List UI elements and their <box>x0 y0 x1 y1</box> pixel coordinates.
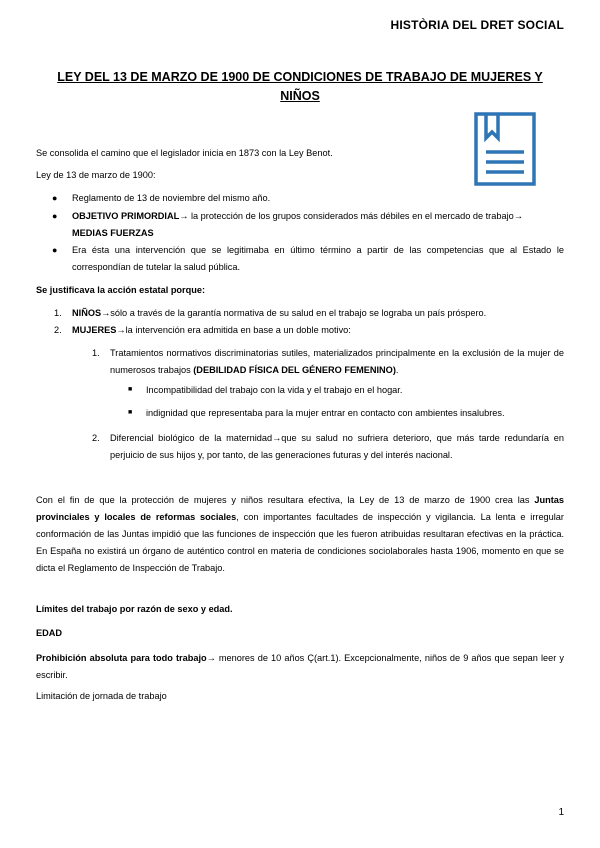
bullet-dot: ● <box>52 211 58 221</box>
list-number: 2. <box>54 325 62 335</box>
objetivo-text: la protección de los grupos considerados más débiles en el mercado de trabajo <box>188 211 514 221</box>
period: . <box>395 365 399 375</box>
intro-text: Se consolida el camino que el legislador inicia en 1873 con la Ley Benot. <box>36 148 333 158</box>
numbered-item-mujeres <box>72 322 564 339</box>
page-header: HISTÒRIA DEL DRET SOCIAL <box>390 18 564 32</box>
arrow-icon: → <box>513 211 523 221</box>
tratamientos-text: Tratamientos normativos discriminatorias sutiles, materializados principalmente en la exclusión de la mujer de numerosos trabajos <box>110 348 564 375</box>
mujeres-text: la intervención era admitida en base a un doble motivo: <box>125 325 351 335</box>
law-date: Ley de 13 de marzo de 1900: <box>36 170 156 180</box>
diferencial-text: Diferencial biológico de la maternidad <box>110 433 273 443</box>
objetivo-label: OBJETIVO PRIMORDIAL <box>72 211 180 221</box>
ninos-text: sólo a través de la garantía normativa de su salud en el trabajo se lograba un país próspero. <box>110 308 487 318</box>
page-number: 1 <box>558 807 564 818</box>
sublist-number: 2. <box>92 433 100 443</box>
juntas-paragraph <box>36 492 564 577</box>
limitacion-text: Limitación de jornada de trabajo <box>36 691 167 701</box>
prohibicion-label: Prohibición absoluta para todo trabajo <box>36 653 207 663</box>
juntas-text: Con el fin de que la protección de mujeres y niños resultara efectiva, la Ley de 13 de marzo de 1900 crea las <box>36 495 535 505</box>
numbered-item-ninos <box>72 305 564 322</box>
arrow-icon: → <box>272 433 282 443</box>
square-bullet: ■ <box>128 409 133 416</box>
bullet-dot: ● <box>52 193 58 203</box>
debilidad-label: (DEBILIDAD FÍSICA DEL GÉNERO FEMENINO) <box>193 365 396 375</box>
subsub-item-incompatibilidad: Incompatibilidad del trabajo con la vida y el trabajo en el hogar. <box>146 385 403 395</box>
ninos-label: NIÑOS <box>72 308 102 318</box>
bullet-dot: ● <box>52 245 58 255</box>
subsub-item-indignidad: indignidad que representaba para la mujer entrar en contacto con ambientes insalubres. <box>146 408 505 418</box>
arrow-icon: → <box>101 308 111 318</box>
square-bullet: ■ <box>128 386 133 393</box>
list-number: 1. <box>54 308 62 318</box>
mujeres-label: MUJERES <box>72 325 117 335</box>
arrow-icon: → <box>179 211 189 221</box>
page-title: LEY DEL 13 DE MARZO DE 1900 DE CONDICIONES DE TRABAJO DE MUJERES Y NIÑOS <box>57 70 543 103</box>
diferencial-rest: que su salud no sufriera deterioro, que más tarde redundaría en perjuicio de sus hijos y, por tanto, de las generaciones futuras y del interés nacional. <box>110 433 564 460</box>
edad-heading: EDAD <box>36 628 63 638</box>
limits-heading: Límites del trabajo por razón de sexo y edad. <box>36 604 233 614</box>
arrow-icon: → <box>206 653 216 663</box>
sublist-item-diferencial <box>110 430 564 464</box>
sublist-item-tratamientos <box>110 345 564 379</box>
justifica-heading: Se justificava la acción estatal porque: <box>36 285 206 295</box>
bullet-item-intervencion: Era ésta una intervención que se legitimaba en último término a partir de las competencias que al Estado le correspondían de tutelar la salud pública. <box>72 245 564 272</box>
juntas-rest: , con importantes facultades de inspección y vigilancia. La lenta e irregular conformación de las Juntas impidió que las funciones de inspección que les fueron atribuidas resultaran efectivas en la práctica. En España no existirá un órgano de auténtico control en materia de condiciones sociolaborales hasta 1906, momento en que se dicta el Reglamento de Inspección de Trabajo. <box>36 512 564 573</box>
arrow-icon: → <box>116 325 126 335</box>
sublist-number: 1. <box>92 348 100 358</box>
bullet-item-objetivo <box>72 208 564 242</box>
bullet-item-reglamento: Reglamento de 13 de noviembre del mismo año. <box>72 193 271 203</box>
juntas-label: Juntas provinciales y locales de reformas sociales <box>36 495 564 522</box>
prohibicion-rest: menores de 10 años Ç(art.1). Excepcionalmente, niños de 9 años que sepan leer y escribir. <box>36 653 564 680</box>
prohibicion-text <box>36 650 564 684</box>
medias-fuerzas-label: MEDIAS FUERZAS <box>72 228 154 238</box>
